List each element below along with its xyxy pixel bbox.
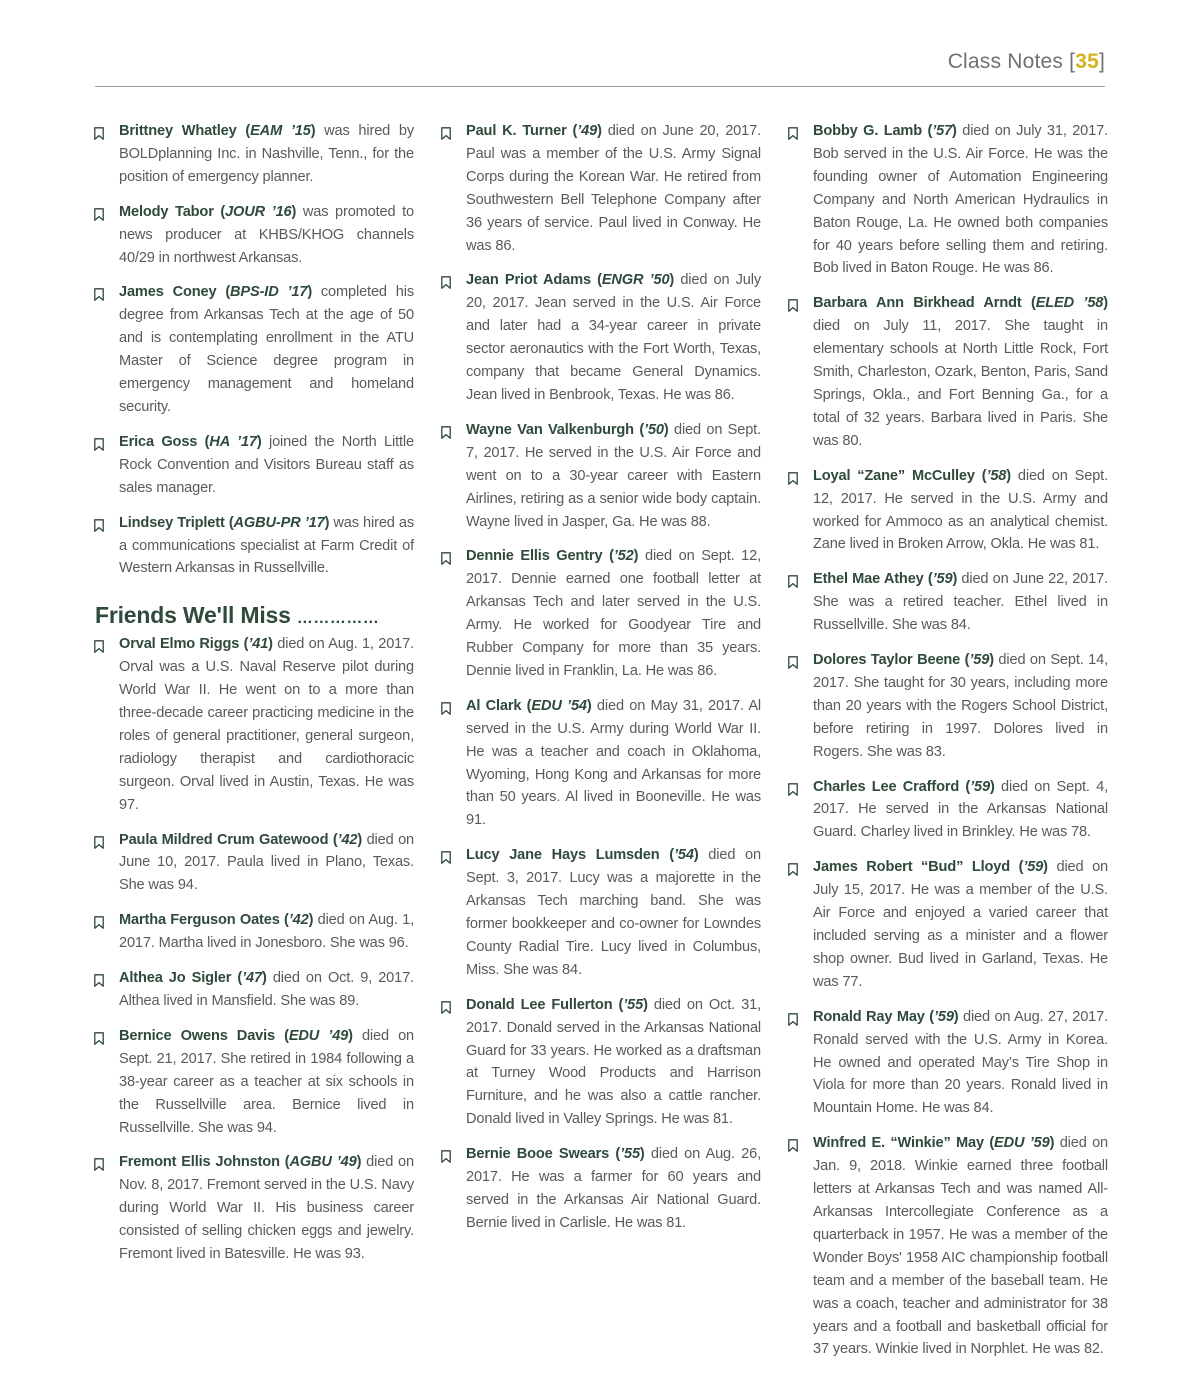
entry-name: Althea Jo Sigler <box>119 970 232 987</box>
entry-text: was hired by BOLDplanning Inc. in Nashville, Tenn., for the position of emergency planner. <box>119 123 415 185</box>
header-bracket-open: [ <box>1069 50 1076 73</box>
entry-name: Melody Tabor <box>119 203 214 220</box>
class-note-entry <box>786 465 1108 557</box>
column-2 <box>439 120 761 1247</box>
bookmark-icon <box>441 700 451 713</box>
paren-open: ( <box>974 467 987 484</box>
entry-text: died on June 10, 2017. Paula lived in Plano, Texas. She was 94. <box>119 831 415 894</box>
entry-name: Paula Mildred Crum Gatewood <box>119 831 329 848</box>
paren-close: ) <box>268 636 273 653</box>
bookmark-icon <box>94 517 104 530</box>
entry-class-year: ’58 <box>986 467 1007 484</box>
entry-class-year: ’52 <box>613 548 634 565</box>
class-note-entry <box>92 909 414 955</box>
bookmark-icon <box>94 1030 104 1043</box>
paren-close: ) <box>1006 467 1011 484</box>
bookmark-icon <box>94 914 104 927</box>
class-note-entry <box>92 431 414 500</box>
class-note-entry <box>439 994 761 1131</box>
entry-name: Paul K. Turner <box>466 123 567 139</box>
paren-close: ) <box>597 123 602 139</box>
entry-name: Donald Lee Fullerton <box>466 996 613 1013</box>
entry-class-year: HA ’17 <box>209 433 257 450</box>
paren-open: ( <box>602 548 614 565</box>
bookmark-icon <box>788 781 798 794</box>
paren-close: ) <box>643 996 648 1013</box>
class-note-entry <box>92 1025 414 1140</box>
paren-close: ) <box>1043 859 1048 876</box>
bookmark-icon <box>94 125 104 138</box>
bookmark-icon <box>94 436 104 449</box>
entry-name: Winfred E. “Winkie” May <box>813 1135 984 1152</box>
paren-close: ) <box>261 970 267 987</box>
paren-open: ( <box>960 652 970 669</box>
entry-text: died on June 20, 2017. Paul was a member of the U.S. Army Signal Corps during the Korean War. He retired from Southwestern Bell Telephone Company after 36 years of service. Paul lived in Conway. He was 86. <box>466 123 761 254</box>
entry-name: Jean Priot Adams <box>466 272 591 289</box>
paren-open: ( <box>983 1135 995 1152</box>
entry-class-year: EDU ’59 <box>994 1135 1050 1152</box>
paren-open: ( <box>959 778 971 795</box>
entry-class-year: JOUR ’16 <box>225 203 292 220</box>
paren-close: ) <box>990 778 995 795</box>
entry-class-year: AGBU ’49 <box>289 1154 357 1171</box>
paren-close: ) <box>348 1027 353 1044</box>
entry-name: Lindsey Triplett <box>119 514 225 531</box>
bookmark-icon <box>788 297 798 310</box>
class-note-entry <box>786 120 1108 280</box>
bookmark-icon <box>94 1156 104 1169</box>
entry-text: died on Aug. 27, 2017. Ronald served with the U.S. Army in Korea. He owned and operated May’s Tire Shop in Viola for more than 20 years. Ronald lived in Mountain Home. He was 84. <box>813 1008 1109 1117</box>
header-title: Class Notes <box>947 50 1064 73</box>
paren-open: ( <box>213 203 226 220</box>
entry-class-year: AGBU-PR ’17 <box>233 514 325 531</box>
entry-class-year: ENGR ’50 <box>601 272 670 289</box>
paren-close: ) <box>989 652 994 669</box>
entry-text: died on Sept. 12, 2017. Dennie earned one football letter at Arkansas Tech and later served in the U.S. Army. He worked for Goodyear Tire and Rubber Company for more than 35 years. Dennie lived in Franklin, La. He was 86. <box>466 548 761 679</box>
entry-name: Charles Lee Crafford <box>813 778 960 795</box>
entry-class-year: ’42 <box>288 912 309 929</box>
class-note-entry <box>786 776 1108 845</box>
entry-text: died on July 31, 2017. Bob served in the U.S. Air Force. He was the founding owner of Automation Engineering Company and North American Hydraulics in Baton Rouge, La. He owned both companies for 40 years before selling them and retiring. Bob lived in Baton Rouge. He was 86. <box>813 123 1108 277</box>
entry-name: Fremont Ellis Johnston <box>119 1154 280 1171</box>
paren-open: ( <box>279 912 289 929</box>
paren-open: ( <box>923 571 933 588</box>
entry-name: James Coney <box>119 284 217 301</box>
entry-name: Wayne Van Valkenburgh <box>466 421 634 438</box>
entry-name: Ronald Ray May <box>813 1008 925 1025</box>
paren-open: ( <box>609 1146 621 1163</box>
bookmark-icon <box>441 849 451 862</box>
paren-open: ( <box>1021 295 1036 312</box>
column-3 <box>786 120 1108 1373</box>
class-note-entry <box>92 120 414 189</box>
bookmark-icon <box>788 470 798 483</box>
entry-class-year: ’41 <box>248 636 269 653</box>
paren-close: ) <box>639 1146 645 1163</box>
paren-close: ) <box>291 203 297 220</box>
class-note-entry <box>92 967 414 1013</box>
paren-close: ) <box>693 847 699 864</box>
section-title-dots: …………… <box>296 610 380 628</box>
paren-open: ( <box>924 1008 934 1025</box>
class-note-entry <box>439 419 761 534</box>
entry-text: died on Oct. 9, 2017. Althea lived in Mansfield. She was 89. <box>119 970 414 1009</box>
section-title <box>95 602 414 629</box>
entry-text: was promoted to news producer at KHBS/KHOG channels 40/29 in northwest Arkansas. <box>119 203 415 266</box>
paren-open: ( <box>236 123 251 139</box>
class-note-entry <box>92 201 414 270</box>
entry-text: died on May 31, 2017. Al served in the U.S. Army during World War II. He was a teacher and coach in Oklahoma, Wyoming, Hong Kong and Arkansas for more than 50 years. Al lived in Booneville. He was 91. <box>466 697 761 829</box>
paren-open: ( <box>566 123 578 139</box>
entry-class-year: ’42 <box>337 831 358 848</box>
class-note-entry <box>439 269 761 406</box>
paren-open: ( <box>1010 859 1024 876</box>
entry-class-year: BPS-ID ’17 <box>230 284 308 301</box>
bookmark-icon <box>94 834 104 847</box>
entry-class-year: ’59 <box>1023 859 1044 876</box>
paren-close: ) <box>633 548 639 565</box>
paren-open: ( <box>275 1027 289 1044</box>
bookmark-icon <box>441 999 451 1012</box>
entry-class-year: ’57 <box>932 123 953 139</box>
entry-text: died on Sept. 7, 2017. He served in the U.S. Air Force and went on to a 30-year career with Eastern Airlines, retiring as a senior wide body captain. Wayne lived in Jasper, Ga. He was 88. <box>466 421 761 530</box>
entry-text: died on Sept. 14, 2017. She taught for 30 years, including more than 20 years with the Rogers School District, before retiring in 1997. Dolores lived in Rogers. She was 83. <box>813 652 1108 760</box>
paren-open: ( <box>328 831 338 848</box>
paren-close: ) <box>1103 295 1108 312</box>
entry-text: completed his degree from Arkansas Tech at the age of 50 and is contemplating enrollment in the ATU Master of Science degree program in emergency management and homeland security. <box>119 284 414 415</box>
entry-text: died on July 15, 2017. He was a member of the U.S. Air Force and enjoyed a varied career that included serving as a minister and a flower shop owner. Bud lived in Garland, Texas. He was 77. <box>813 859 1108 990</box>
class-note-entry <box>92 829 414 898</box>
section-title-text: Friends We'll Miss <box>95 602 291 629</box>
column-1 <box>92 120 414 1278</box>
entry-class-year: ’50 <box>644 421 664 438</box>
entry-class-year: EDU ’54 <box>531 697 587 714</box>
bookmark-icon <box>94 206 104 219</box>
bookmark-icon <box>441 1148 451 1161</box>
paren-close: ) <box>307 284 313 301</box>
bookmark-icon <box>94 972 104 985</box>
bookmark-icon <box>788 654 798 667</box>
entry-text: died on Aug. 1, 2017. Martha lived in Jonesboro. She was 96. <box>119 912 414 952</box>
paren-close: ) <box>310 123 316 139</box>
entry-text: died on July 11, 2017. She taught in elementary schools at North Little Rock, Fort Smith, Charleston, Ozark, Benton, Paris, Sand Springs, Okla., and Fort Benning Ga., for a total of 32 years. Barbara lived in Paris. She was 80. <box>813 318 1108 449</box>
bookmark-icon <box>788 1011 798 1024</box>
bookmark-icon <box>94 638 104 651</box>
entry-class-year: EDU ’49 <box>288 1027 349 1044</box>
paren-close: ) <box>356 1154 362 1171</box>
paren-open: ( <box>197 433 210 450</box>
paren-open: ( <box>590 272 602 289</box>
class-note-entry <box>439 695 761 832</box>
entry-name: Orval Elmo Riggs <box>119 636 240 653</box>
class-note-entry <box>92 633 414 816</box>
paren-close: ) <box>952 123 957 139</box>
paren-open: ( <box>231 970 243 987</box>
paren-close: ) <box>308 912 314 929</box>
entry-class-year: ’59 <box>933 1008 954 1025</box>
entry-class-year: ’49 <box>577 123 598 139</box>
entry-class-year: EAM ’15 <box>250 123 311 139</box>
entry-text: died on Jan. 9, 2018. Winkie earned three football letters at Arkansas Tech and was named All-Arkansas Intercollegiate Conference as a quarterback in 1957. He was a member of the Wonder Boys' 1958 AIC championship football team and a member of the baseball team. He was a coach, teacher and administrator for 38 years and a football and basketball official for 37 years. Winkie lived in Norphlet. He was 82. <box>813 1135 1109 1358</box>
bookmark-icon <box>788 125 798 138</box>
header-bracket-close: ] <box>1098 50 1105 73</box>
entry-text: died on Aug. 26, 2017. He was a farmer for 60 years and served in the Arkansas Air National Guard. Bernie lived in Carlisle. He was 81. <box>466 1146 761 1231</box>
class-note-entry <box>786 568 1108 637</box>
entry-class-year: ’47 <box>242 970 262 987</box>
entry-name: Bernie Booe Swears <box>466 1146 610 1163</box>
bookmark-icon <box>441 125 451 138</box>
entry-name: Bernice Owens Davis <box>119 1027 275 1044</box>
paren-open: ( <box>659 847 674 864</box>
header-rule <box>95 86 1105 87</box>
entry-name: Dolores Taylor Beene <box>813 652 961 669</box>
entry-name: Lucy Jane Hays Lumsden <box>466 847 660 864</box>
entry-text: died on Nov. 8, 2017. Fremont served in the U.S. Navy during World War II. His business career consisted of selling chicken eggs and jewelry. Fremont lived in Batesville. He was 93. <box>119 1154 414 1263</box>
entry-name: Ethel Mae Athey <box>813 571 924 588</box>
entry-text: died on Aug. 1, 2017. Orval was a U.S. Naval Reserve pilot during World War II. He went on to a more than three-decade career practicing medicine in the roles of general practitioner, general surgeon, radiology therapist and cardiothoracic surgeon. Orval lived in Austin, Texas. He was 97. <box>119 636 414 813</box>
entry-class-year: ’55 <box>620 1146 640 1163</box>
paren-close: ) <box>952 571 958 588</box>
paren-close: ) <box>669 272 675 289</box>
entry-name: Barbara Ann Birkhead Arndt <box>813 295 1022 312</box>
entry-name: Al Clark <box>466 697 522 714</box>
class-note-entry <box>439 844 761 981</box>
entry-text: died on July 20, 2017. Jean served in the U.S. Air Force and later had a 34-year career in private sector aeronautics with the Fort Worth, Texas, company that became General Dynamics. Jean lived in Benbrook, Texas. He was 86. <box>466 272 761 403</box>
entry-text: died on Oct. 31, 2017. Donald served in the Arkansas National Guard for 33 years. He worked as a draftsman at Turney Wood Products and Harrison Furniture, and he was also a cattle rancher. Donald lived in Valley Springs. He was 81. <box>466 996 761 1128</box>
entry-name: Erica Goss <box>119 433 198 450</box>
class-note-entry <box>92 512 414 581</box>
entry-name: Dennie Ellis Gentry <box>466 548 603 565</box>
entry-text: was hired as a communications specialist at Farm Credit of Western Arkansas in Russellville. <box>119 514 414 577</box>
entry-text: died on Sept. 3, 2017. Lucy was a majorette in the Arkansas Tech marching band. She was former bookkeeper and co-owner for Lowndes County Radial Tire. Lucy lived in Columbus, Miss. She was 84. <box>466 847 761 978</box>
entry-class-year: ’54 <box>673 847 694 864</box>
bookmark-icon <box>441 550 451 563</box>
entry-name: Loyal “Zane” McCulley <box>813 467 975 484</box>
paren-open: ( <box>612 996 624 1013</box>
paren-close: ) <box>357 831 363 848</box>
bookmark-icon <box>788 1137 798 1150</box>
page-header <box>948 50 1105 74</box>
bookmark-icon <box>441 424 451 437</box>
class-note-entry <box>786 292 1108 452</box>
paren-open: ( <box>633 421 645 438</box>
paren-open: ( <box>279 1154 290 1171</box>
entry-text: died on Sept. 12, 2017. He served in the U.S. Army and worked for Ammoco as an analytical chemist. Zane lived in Broken Arrow, Okla. He was 81. <box>813 467 1108 553</box>
class-note-entry <box>92 1151 414 1266</box>
entry-text: died on Sept. 4, 2017. He served in the Arkansas National Guard. Charley lived in Brinkley. He was 78. <box>813 778 1109 841</box>
paren-open: ( <box>216 284 231 301</box>
class-note-entry <box>439 120 761 257</box>
paren-open: ( <box>239 636 249 653</box>
class-note-entry <box>786 649 1108 764</box>
entry-name: Bobby G. Lamb <box>813 123 923 139</box>
entry-class-year: ’59 <box>970 778 990 795</box>
paren-close: ) <box>586 697 592 714</box>
entry-class-year: ELED ’58 <box>1035 295 1104 312</box>
entry-text: joined the North Little Rock Convention and Visitors Bureau staff as sales manager. <box>119 433 414 496</box>
paren-close: ) <box>663 421 669 438</box>
entry-class-year: ’59 <box>932 571 953 588</box>
paren-open: ( <box>521 697 532 714</box>
entry-name: James Robert “Bud” Lloyd <box>813 859 1010 876</box>
paren-close: ) <box>256 433 262 450</box>
paren-close: ) <box>953 1008 959 1025</box>
entry-text: died on Sept. 21, 2017. She retired in 1984 following a 38-year career as a teacher at six schools in the Russellville area. Bernice lived in Russellville. She was 94. <box>119 1027 414 1136</box>
bookmark-icon <box>94 286 104 299</box>
entry-name: Martha Ferguson Oates <box>119 912 280 929</box>
paren-close: ) <box>324 514 330 531</box>
bookmark-icon <box>788 861 798 874</box>
class-note-entry <box>439 1143 761 1235</box>
paren-open: ( <box>922 123 933 139</box>
entry-name: Brittney Whatley <box>119 123 237 139</box>
class-note-entry <box>786 856 1108 993</box>
class-note-entry <box>439 545 761 682</box>
bookmark-icon <box>788 573 798 586</box>
class-note-entry <box>92 281 414 418</box>
bookmark-icon <box>441 274 451 287</box>
entry-class-year: ’55 <box>623 996 644 1013</box>
entry-class-year: ’59 <box>969 652 990 669</box>
paren-close: ) <box>1049 1135 1055 1152</box>
page-number: 35 <box>1075 50 1099 73</box>
paren-open: ( <box>224 514 234 531</box>
class-note-entry <box>786 1006 1108 1121</box>
entry-text: died on June 22, 2017. She was a retired teacher. Ethel lived in Russellville. She was 84. <box>813 571 1108 634</box>
class-note-entry <box>786 1132 1108 1361</box>
